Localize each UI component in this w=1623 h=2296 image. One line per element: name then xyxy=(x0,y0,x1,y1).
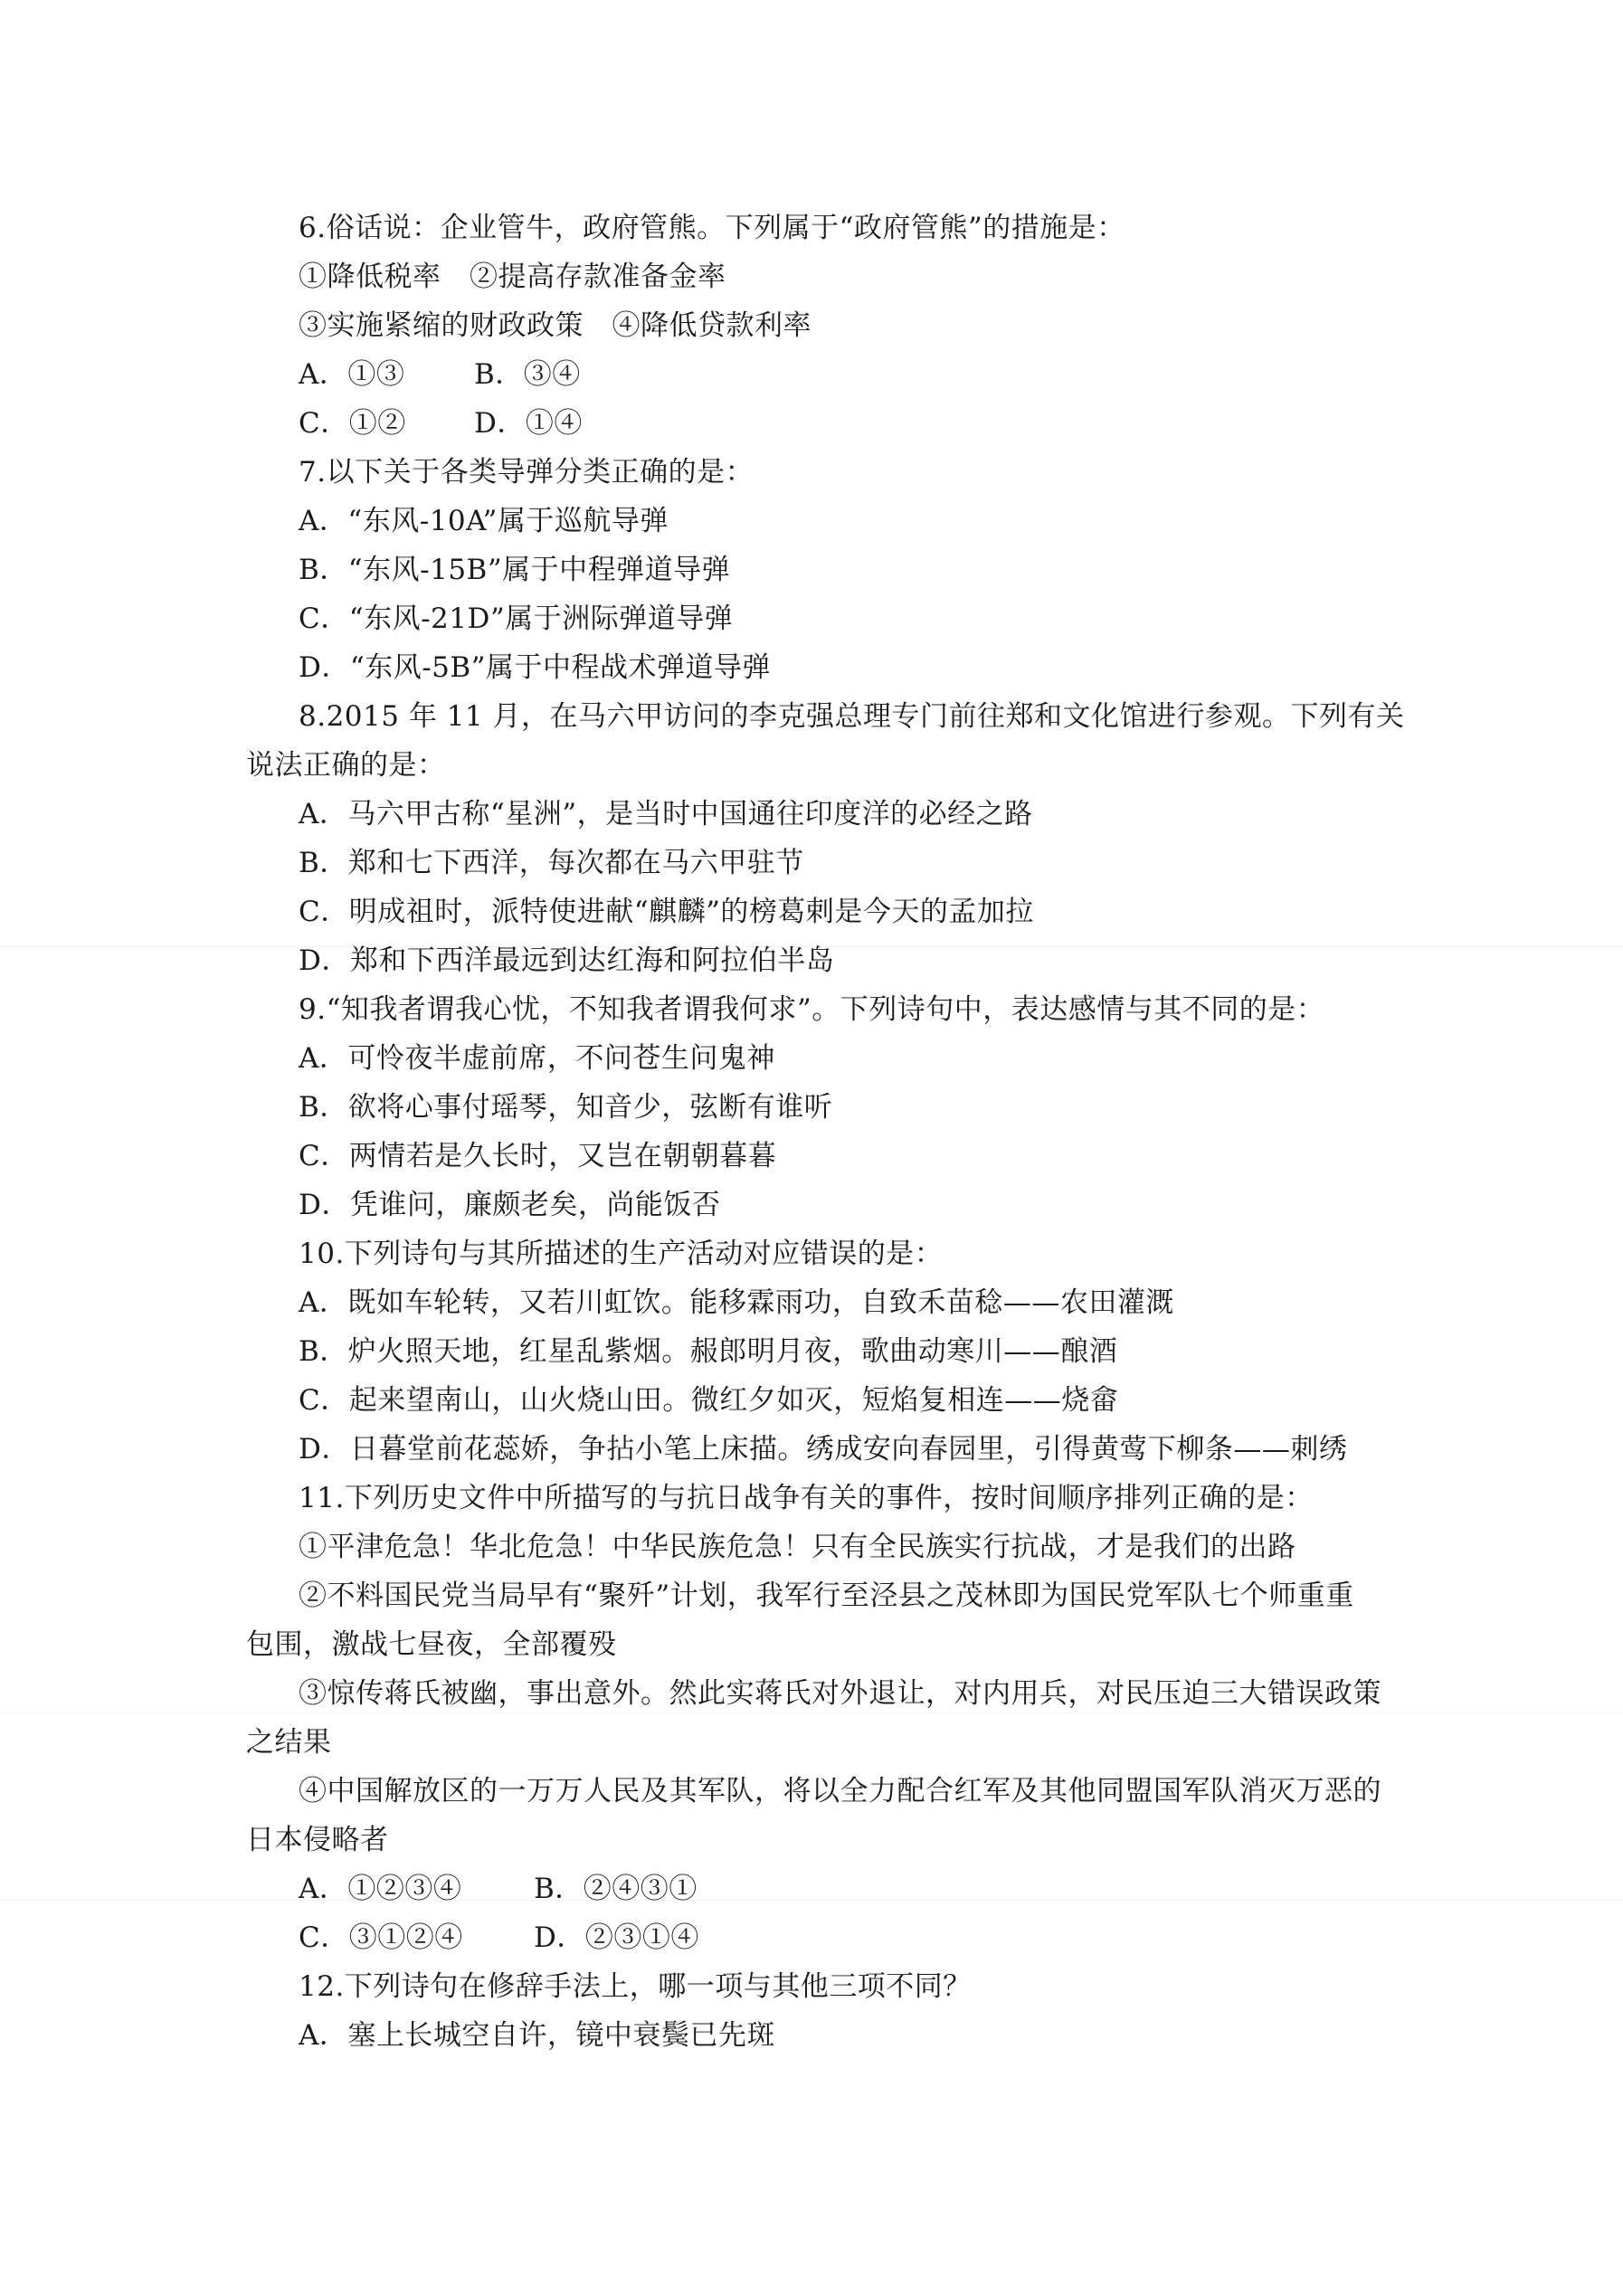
question-6-option-b: B．③④ xyxy=(474,358,581,391)
question-10-option-b: B．炉火照天地，红星乱紫烟。赧郎明月夜，歌曲动寒川——酿酒 xyxy=(299,1335,1118,1368)
question-10-option-c: C．起来望南山，山火烧山田。微红夕如灭，短焰复相连——烧畲 xyxy=(299,1384,1119,1417)
question-7-stem: 7.以下关于各类导弹分类正确的是： xyxy=(299,456,755,489)
question-7-option-b: B．“东风-15B”属于中程弹道导弹 xyxy=(299,554,731,586)
question-10-option-d: D．日暮堂前花蕊娇，争拈小笔上床描。绣成安向春园里，引得黄莺下柳条——刺绣 xyxy=(299,1433,1348,1466)
question-11-item: ③惊传蒋氏被幽，事出意外。然此实蒋氏对外退让，对内用兵，对民压迫三大错误政策 xyxy=(299,1677,1381,1710)
question-9-option-d: D．凭谁问，廉颇老矣，尚能饭否 xyxy=(299,1189,721,1221)
question-11-item-continued: 包围，激战七昼夜，全部覆殁 xyxy=(246,1628,617,1661)
question-11-stem: 11.下列历史文件中所描写的与抗日战争有关的事件，按时间顺序排列正确的是： xyxy=(299,1482,1314,1514)
scan-line xyxy=(0,1900,1623,1901)
question-7-option-c: C．“东风-21D”属于洲际弹道导弹 xyxy=(299,602,734,635)
question-8-stem-continued: 说法正确的是： xyxy=(246,749,446,782)
question-8-option-b: B．郑和七下西洋，每次都在马六甲驻节 xyxy=(299,847,804,879)
question-12-stem: 12.下列诗句在修辞手法上，哪一项与其他三项不同？ xyxy=(299,1970,972,2003)
question-10-option-a: A．既如车轮转，又若川虹饮。能移霖雨功，自致禾苗稔——农田灌溉 xyxy=(299,1286,1174,1319)
question-11-item-continued: 之结果 xyxy=(246,1726,332,1759)
question-8-option-a: A．马六甲古称“星洲”，是当时中国通往印度洋的必经之路 xyxy=(299,798,1033,830)
question-6-option-d: D．①④ xyxy=(474,407,583,440)
question-9-option-a: A．可怜夜半虚前席，不问苍生问鬼神 xyxy=(299,1042,775,1075)
question-11-option-b: B．②④③① xyxy=(534,1873,698,1905)
question-7-option-d: D．“东风-5B”属于中程战术弹道导弹 xyxy=(299,651,772,684)
question-6-item: ③实施紧缩的财政政策 ④降低贷款利率 xyxy=(299,309,812,342)
question-9-option-c: C．两情若是久长时，又岂在朝朝暮暮 xyxy=(299,1140,777,1172)
question-6-stem: 6.俗话说：企业管牛，政府管熊。下列属于“政府管熊”的措施是： xyxy=(299,212,1125,244)
question-11-option-c: C．③①②④ xyxy=(299,1921,463,1954)
question-9-stem: 9.“知我者谓我心忧，不知我者谓我何求”。下列诗句中，表达感情与其不同的是： xyxy=(299,993,1325,1026)
question-11-option-d: D．②③①④ xyxy=(534,1921,699,1954)
question-6-option-a: A．①③ xyxy=(299,358,405,391)
question-11-item: ②不料国民党当局早有“聚歼”计划，我军行至泾县之茂林即为国民党军队七个师重重 xyxy=(299,1580,1354,1612)
question-8-option-c: C．明成祖时，派特使进献“麒麟”的榜葛剌是今天的孟加拉 xyxy=(299,896,1034,928)
question-9-option-b: B．欲将心事付瑶琴，知音少，弦断有谁听 xyxy=(299,1091,833,1124)
question-11-item: ①平津危急！华北危急！中华民族危急！只有全民族实行抗战，才是我们的出路 xyxy=(299,1531,1296,1563)
question-8-stem: 8.2015 年 11 月，在马六甲访问的李克强总理专门前往郑和文化馆进行参观。下列有关 xyxy=(299,700,1405,733)
question-12-option-a: A．塞上长城空自许，镜中衰鬓已先斑 xyxy=(299,2019,775,2052)
question-11-option-a: A．①②③④ xyxy=(299,1873,462,1905)
question-6-item: ①降低税率 ②提高存款准备金率 xyxy=(299,261,726,293)
question-7-option-a: A．“东风-10A”属于巡航导弹 xyxy=(299,505,669,537)
question-11-item: ④中国解放区的一万万人民及其军队，将以全力配合红军及其他同盟国军队消灭万恶的 xyxy=(299,1775,1381,1807)
question-6-option-c: C．①② xyxy=(299,407,406,440)
question-11-item-continued: 日本侵略者 xyxy=(246,1824,389,1856)
question-10-stem: 10.下列诗句与其所描述的生产活动对应错误的是： xyxy=(299,1238,944,1270)
question-8-option-d: D．郑和下西洋最远到达红海和阿拉伯半岛 xyxy=(299,944,835,977)
